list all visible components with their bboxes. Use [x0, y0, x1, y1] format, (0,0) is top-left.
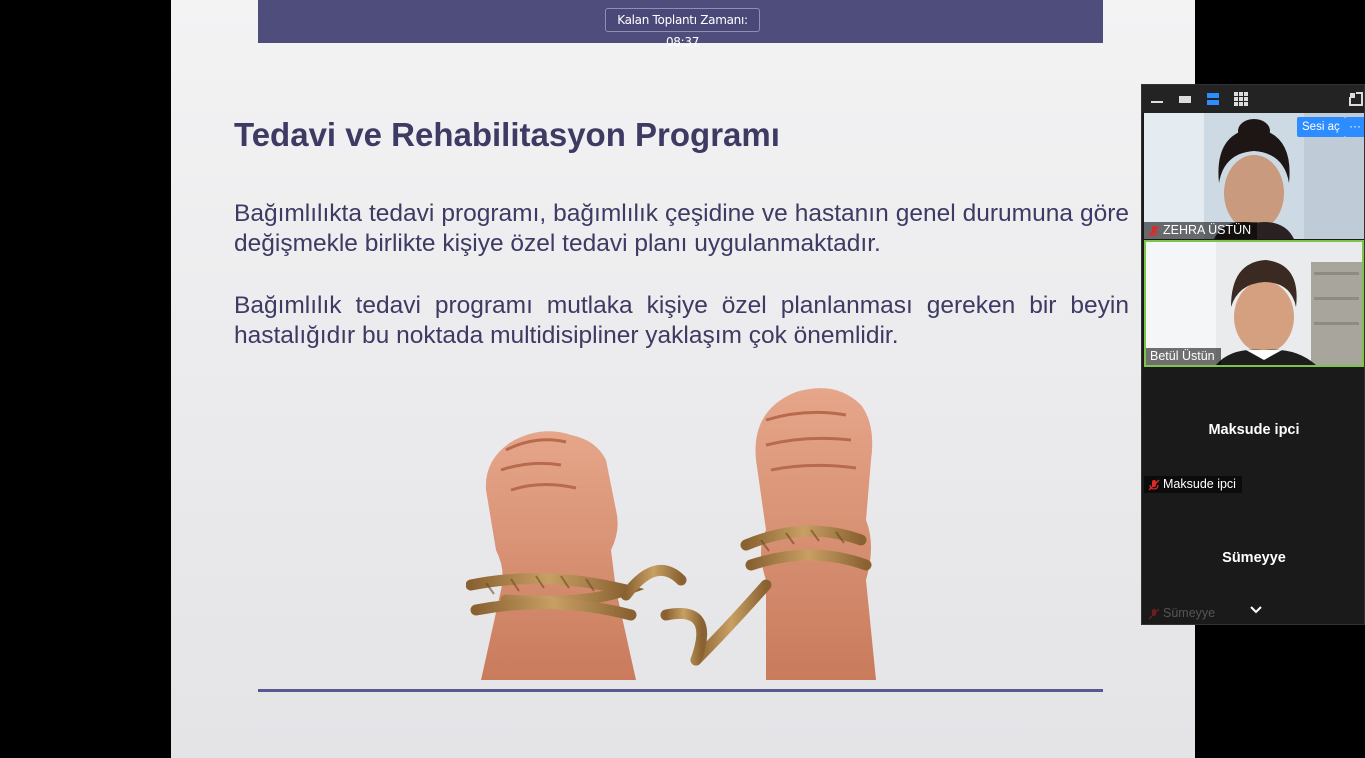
participant-name: Betül Üstün — [1150, 349, 1215, 363]
slide-title: Tedavi ve Rehabilitasyon Programı — [234, 116, 780, 153]
muted-mic-icon — [1148, 225, 1160, 237]
muted-mic-icon — [1148, 608, 1160, 620]
meeting-time-remaining: Kalan Toplantı Zamanı: 08:37 — [605, 8, 760, 32]
participant-gallery-panel — [1141, 84, 1365, 625]
gallery-toolbar — [1142, 85, 1365, 113]
participant-video — [1146, 242, 1362, 365]
unmute-button[interactable]: Sesi aç — [1297, 117, 1345, 137]
participant-tile[interactable] — [1144, 368, 1364, 494]
participant-name-plate — [1144, 605, 1221, 622]
more-options-button[interactable]: ··· — [1345, 117, 1364, 137]
speaker-view-icon[interactable] — [1206, 92, 1220, 106]
thumbnail-view-icon[interactable] — [1178, 92, 1192, 106]
chevron-down-icon[interactable] — [1248, 603, 1264, 617]
participant-name-plate — [1144, 222, 1257, 239]
participant-tile[interactable] — [1144, 113, 1364, 239]
slide-paragraph: Bağımlılık tedavi programı mutlaka kişiye özel planlanması gereken bir beyin hastalığıdır bu noktada multidisipliner yaklaşım çok önemlidir. — [234, 292, 1129, 349]
participant-name: ZEHRA ÜSTÜN — [1163, 223, 1252, 237]
participant-name: Sümeyye — [1163, 606, 1216, 620]
gallery-view-icon[interactable] — [1234, 92, 1248, 106]
participant-tile-active-speaker[interactable] — [1144, 240, 1364, 367]
slide-bottom-divider — [258, 689, 1103, 692]
hands-breaking-rope-image — [466, 380, 896, 680]
participant-display-name: Maksude ipci — [1208, 422, 1300, 438]
exit-fullscreen-icon[interactable] — [1349, 92, 1363, 106]
participant-name-plate — [1144, 476, 1242, 493]
participant-name-plate — [1146, 348, 1221, 365]
participant-name: Maksude ipci — [1163, 477, 1236, 491]
slide-paragraph: Bağımlılıkta tedavi programı, bağımlılık çeşidine ve hastanın genel durumuna göre değişmekle birlikte kişiye özel tedavi planı uygulanmaktadır. — [234, 200, 1129, 257]
minimize-icon[interactable] — [1150, 92, 1164, 106]
muted-mic-icon — [1148, 479, 1160, 491]
participant-display-name: Sümeyye — [1222, 550, 1286, 566]
shared-slide — [171, 0, 1195, 758]
